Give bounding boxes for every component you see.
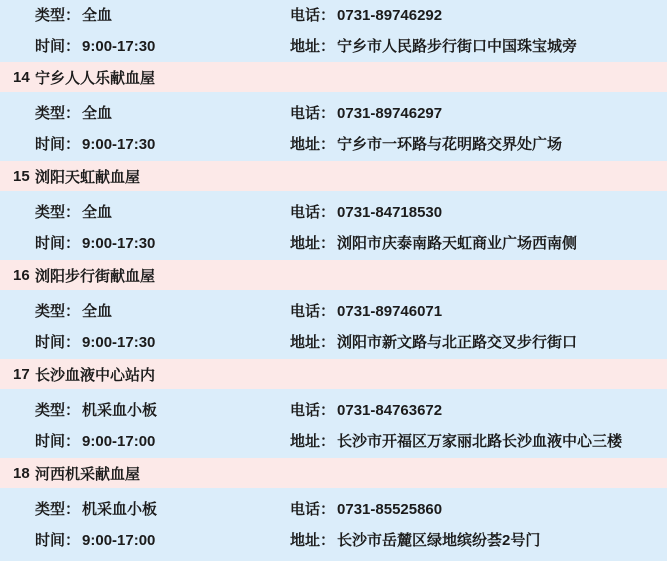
phone-label: 电话：: [290, 402, 336, 419]
time-cell: [35, 31, 290, 62]
time-cell: [35, 129, 290, 160]
type-value: 全血: [82, 303, 113, 320]
phone-cell: [290, 197, 667, 228]
station-name: 河西机采献血屋: [35, 465, 141, 483]
type-cell: [35, 0, 290, 31]
station-name: 浏阳天虹献血屋: [35, 168, 141, 186]
time-value: 9:00-17:30: [82, 136, 156, 153]
station-number: 18: [13, 464, 30, 482]
phone-cell: [290, 98, 667, 129]
phone-value: 0731-84763672: [337, 402, 443, 419]
type-cell: [35, 197, 290, 228]
type-value: 全血: [82, 204, 113, 221]
address-label: 地址：: [290, 38, 336, 55]
detail-line-type-phone: [0, 296, 667, 327]
type-value: 机采血小板: [82, 402, 158, 419]
detail-line-type-phone: [0, 98, 667, 129]
address-label: 地址：: [290, 532, 336, 549]
address-cell: [290, 525, 667, 556]
phone-label: 电话：: [290, 303, 336, 320]
detail-line-type-phone: [0, 197, 667, 228]
station-details: [0, 389, 667, 458]
phone-label: 电话：: [290, 204, 336, 221]
type-value: 全血: [82, 7, 113, 24]
type-label: 类型：: [35, 105, 81, 122]
address-label: 地址：: [290, 334, 336, 351]
detail-line-type-phone: [0, 395, 667, 426]
station-name: 宁乡人人乐献血屋: [35, 69, 156, 87]
time-label: 时间：: [35, 433, 81, 450]
type-cell: [35, 296, 290, 327]
address-label: 地址：: [290, 433, 336, 450]
station-header: [0, 260, 667, 290]
address-cell: [290, 228, 667, 259]
station-header: [0, 359, 667, 389]
type-value: 全血: [82, 105, 113, 122]
address-cell: [290, 426, 667, 457]
type-label: 类型：: [35, 501, 81, 518]
phone-cell: [290, 494, 667, 525]
station-number: 15: [13, 167, 30, 185]
time-value: 9:00-17:30: [82, 235, 156, 252]
phone-value: 0731-89746297: [337, 105, 443, 122]
address-cell: [290, 327, 667, 358]
time-value: 9:00-17:00: [82, 532, 156, 549]
station-header: [0, 62, 667, 92]
type-label: 类型：: [35, 303, 81, 320]
station-details: [0, 191, 667, 260]
detail-line-time-address: [0, 525, 667, 556]
phone-label: 电话：: [290, 501, 336, 518]
detail-line-time-address: [0, 228, 667, 259]
phone-value: 0731-89746292: [337, 7, 443, 24]
time-cell: [35, 525, 290, 556]
phone-cell: [290, 296, 667, 327]
detail-line-type-phone: [0, 0, 667, 31]
address-value: 宁乡市一环路与花明路交界处广场: [337, 136, 563, 153]
time-value: 9:00-17:00: [82, 433, 156, 450]
station-name: 长沙血液中心站内: [35, 366, 156, 384]
type-label: 类型：: [35, 7, 81, 24]
phone-cell: [290, 0, 667, 31]
time-cell: [35, 228, 290, 259]
detail-line-time-address: [0, 426, 667, 457]
phone-value: 0731-89746071: [337, 303, 443, 320]
type-cell: [35, 395, 290, 426]
phone-value: 0731-84718530: [337, 204, 443, 221]
station-number: 16: [13, 266, 30, 284]
address-value: 长沙市岳麓区绿地缤纷荟2号门: [337, 532, 541, 549]
type-label: 类型：: [35, 204, 81, 221]
phone-value: 0731-85525860: [337, 501, 443, 518]
station-details: [0, 488, 667, 561]
time-cell: [35, 426, 290, 457]
time-value: 9:00-17:30: [82, 38, 156, 55]
detail-line-time-address: [0, 327, 667, 358]
type-value: 机采血小板: [82, 501, 158, 518]
time-value: 9:00-17:30: [82, 334, 156, 351]
type-cell: [35, 494, 290, 525]
detail-line-type-phone: [0, 494, 667, 525]
phone-label: 电话：: [290, 7, 336, 24]
time-label: 时间：: [35, 334, 81, 351]
time-label: 时间：: [35, 136, 81, 153]
address-value: 宁乡市人民路步行街口中国珠宝城旁: [337, 38, 578, 55]
address-cell: [290, 31, 667, 62]
station-number: 17: [13, 365, 30, 383]
station-number: 14: [13, 68, 30, 86]
address-value: 浏阳市新文路与北正路交叉步行街口: [337, 334, 578, 351]
time-label: 时间：: [35, 235, 81, 252]
address-value: 浏阳市庆泰南路天虹商业广场西南侧: [337, 235, 578, 252]
station-name: 浏阳步行街献血屋: [35, 267, 156, 285]
time-cell: [35, 327, 290, 358]
detail-line-time-address: [0, 31, 667, 62]
station-header: [0, 458, 667, 488]
address-cell: [290, 129, 667, 160]
phone-label: 电话：: [290, 105, 336, 122]
address-label: 地址：: [290, 136, 336, 153]
address-value: 长沙市开福区万家丽北路长沙血液中心三楼: [337, 433, 623, 450]
station-details: [0, 290, 667, 359]
station-header: [0, 161, 667, 191]
time-label: 时间：: [35, 532, 81, 549]
type-cell: [35, 98, 290, 129]
time-label: 时间：: [35, 38, 81, 55]
type-label: 类型：: [35, 402, 81, 419]
station-details: [0, 0, 667, 62]
detail-line-time-address: [0, 129, 667, 160]
station-details: [0, 92, 667, 161]
phone-cell: [290, 395, 667, 426]
address-label: 地址：: [290, 235, 336, 252]
